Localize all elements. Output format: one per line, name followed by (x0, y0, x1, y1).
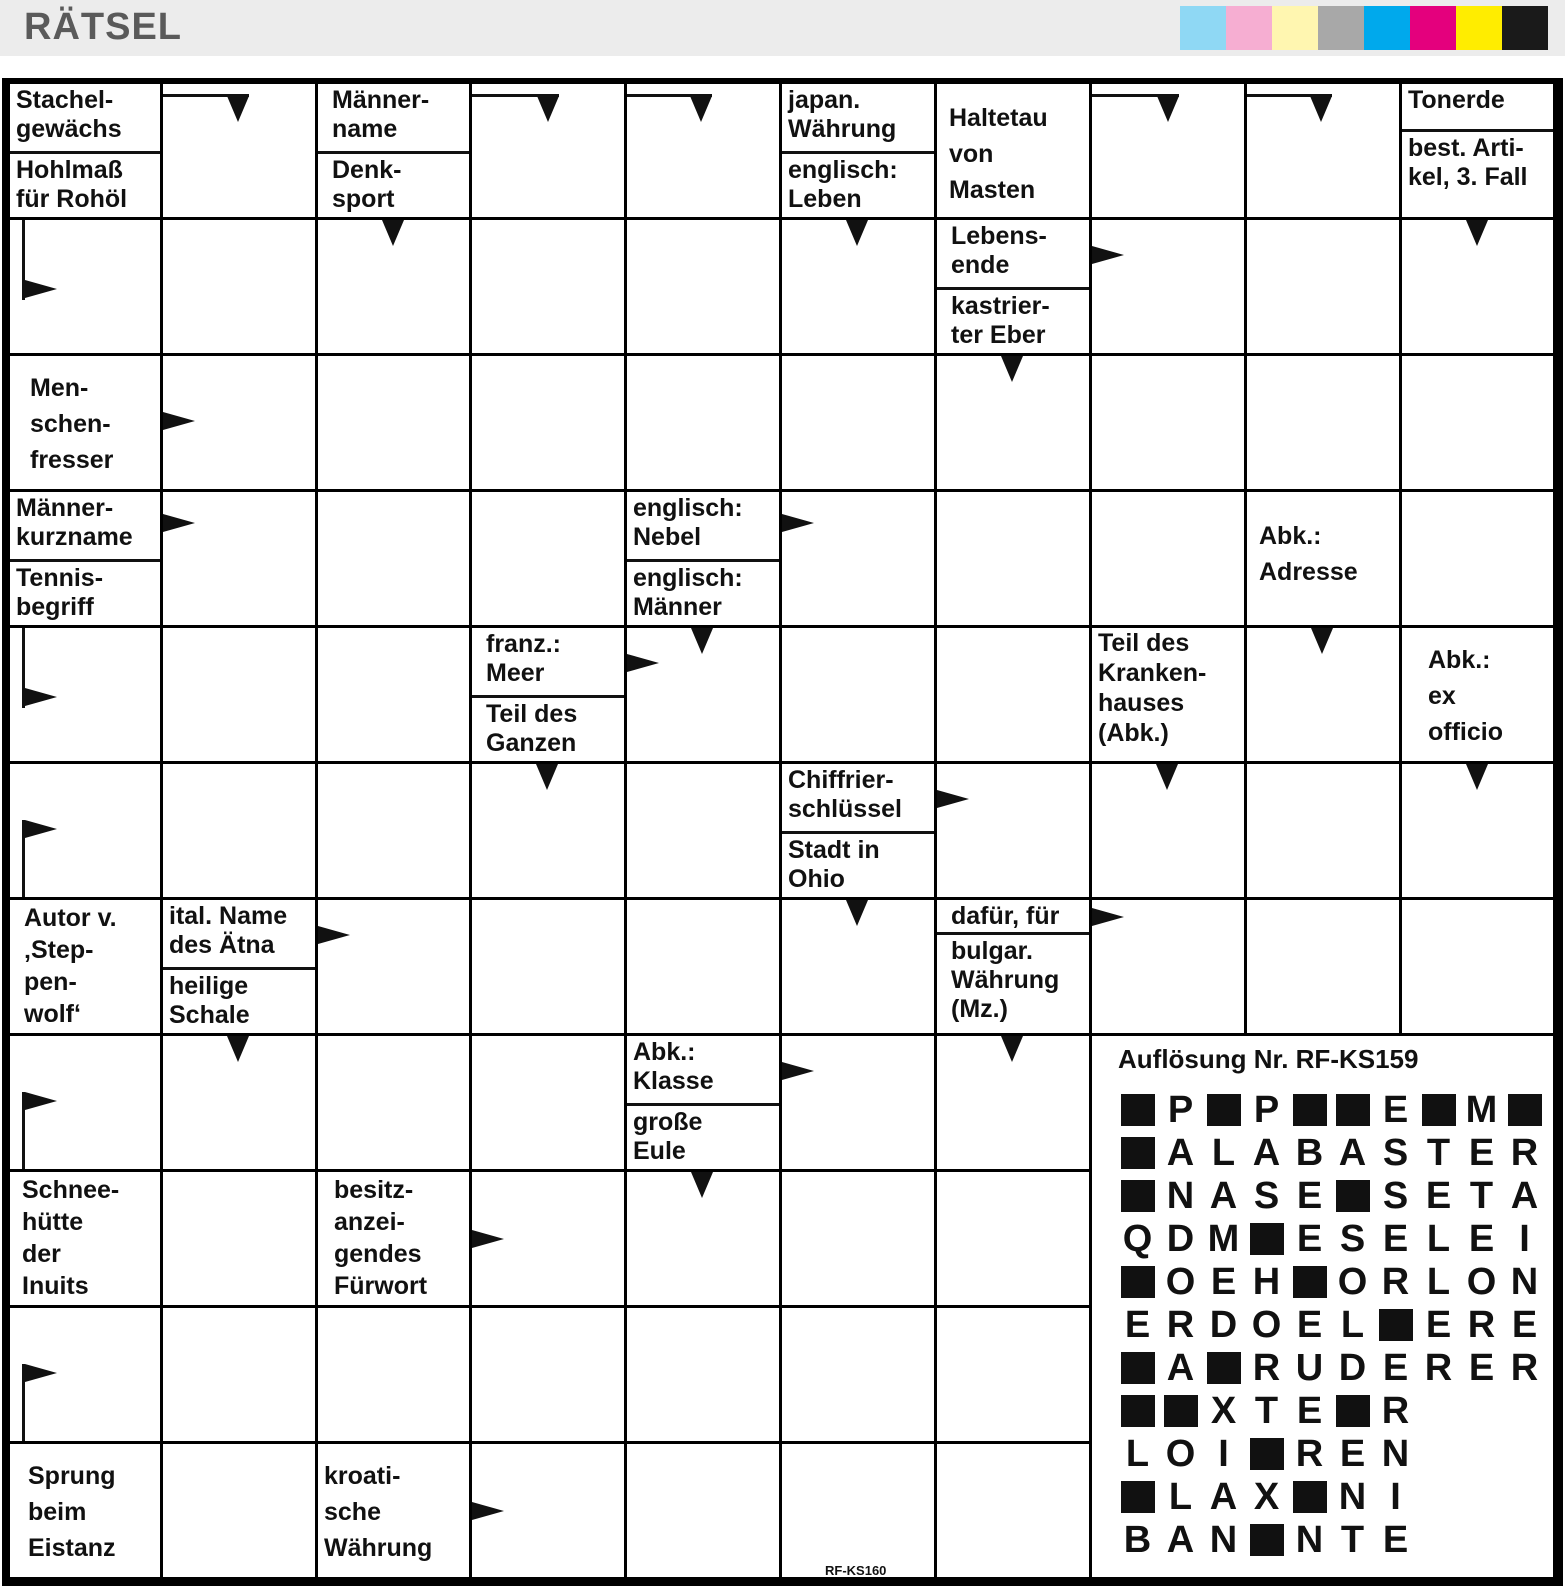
solution-letter: R (1252, 1346, 1281, 1389)
solution-block (1331, 1176, 1374, 1216)
arrow-right-icon (782, 514, 814, 532)
clue-text: Männer- name (332, 86, 430, 143)
arrow-down-icon (1311, 628, 1333, 654)
solution-block (1116, 1133, 1159, 1173)
clue-cell (937, 84, 1089, 217)
clue-text: Schnee- hütte der Inuits (22, 1176, 120, 1300)
arrow-stub (627, 94, 712, 97)
clue-cell (163, 900, 315, 1033)
solution-letter: A (1166, 1131, 1195, 1174)
clue-cell (782, 84, 934, 217)
arrow-right-icon (472, 1502, 504, 1520)
solution-letter: E (1468, 1346, 1495, 1389)
solution-letter: S (1382, 1131, 1409, 1174)
clue-cell (10, 356, 160, 489)
solution-row (1116, 1090, 1546, 1130)
arrow-down-icon (1001, 356, 1023, 382)
grid-cell[interactable] (627, 1444, 779, 1577)
solution-block (1417, 1090, 1460, 1130)
clue-cell (937, 900, 1089, 1033)
solution-row (1116, 1176, 1546, 1216)
clue-text: dafür, für (951, 902, 1060, 930)
grid-cell[interactable] (627, 220, 779, 353)
solution-row (1116, 1477, 1417, 1517)
grid-cell[interactable] (472, 1036, 624, 1169)
solution-letter: E (1468, 1217, 1495, 1260)
grid-cell[interactable] (627, 900, 779, 1033)
clue-cell (1247, 492, 1399, 625)
solution-letter: M (1207, 1217, 1240, 1260)
clue-text: Stachel- gewächs (16, 86, 122, 143)
clue-cell (318, 1172, 469, 1305)
solution-letter: R (1381, 1260, 1410, 1303)
arrow-down-icon (846, 220, 868, 246)
clue-text: Tennis- begriff (16, 564, 104, 621)
solution-block (1159, 1391, 1202, 1431)
clue-cell (10, 1444, 160, 1577)
clue-text: englisch: Männer (633, 564, 743, 621)
clue-text: japan. Währung (788, 86, 897, 143)
clue-text: Denk- sport (332, 156, 402, 213)
grid-cell[interactable] (318, 1308, 469, 1441)
grid-cell[interactable] (318, 900, 469, 1033)
grid-cell[interactable] (937, 492, 1089, 625)
grid-cell[interactable] (1092, 220, 1244, 353)
grid-cell[interactable] (782, 492, 934, 625)
solution-letter: Q (1122, 1217, 1153, 1260)
arrow-down-icon (1156, 764, 1178, 790)
solution-letter: N (1381, 1432, 1410, 1475)
grid-cell[interactable] (472, 492, 624, 625)
solution-letter: T (1469, 1174, 1494, 1217)
grid-cell[interactable] (1247, 220, 1399, 353)
grid-cell[interactable] (318, 356, 469, 489)
solution-block (1202, 1348, 1245, 1388)
solution-letter: E (1296, 1303, 1323, 1346)
arrow-right-icon (937, 790, 969, 808)
grid-cell[interactable] (782, 1444, 934, 1577)
clue-cell (10, 84, 160, 217)
arrow-right-icon (163, 514, 195, 532)
grid-cell[interactable] (163, 764, 315, 897)
grid-cell[interactable] (627, 764, 779, 897)
grid-cell[interactable] (1247, 356, 1399, 489)
solution-title: Auflösung Nr. RF-KS159 (1118, 1044, 1419, 1074)
solution-letter: P (1167, 1088, 1194, 1131)
grid-cell[interactable] (1402, 492, 1553, 625)
solution-row (1116, 1262, 1546, 1302)
solution-letter: R (1467, 1303, 1496, 1346)
clue-cell (10, 900, 160, 1033)
clue-cell (1402, 84, 1553, 217)
solution-letter: L (1168, 1475, 1193, 1518)
arrow-down-icon (1466, 220, 1488, 246)
puzzle-code: RF-KS160 (825, 1563, 887, 1578)
arrow-right-icon (472, 1230, 504, 1248)
solution-letter: O (1337, 1260, 1368, 1303)
clue-text: bulgar. Währung (Mz.) (951, 937, 1060, 1023)
grid-cell[interactable] (163, 1172, 315, 1305)
arrow-right-icon (318, 926, 350, 944)
arrow-down-icon (1466, 764, 1488, 790)
solution-letter: U (1295, 1346, 1324, 1389)
clue-text: kastrier- ter Eber (951, 292, 1050, 349)
arrow-down-icon (382, 220, 404, 246)
solution-letter: A (1209, 1174, 1238, 1217)
solution-letter: O (1251, 1303, 1282, 1346)
clue-cell (937, 220, 1089, 353)
solution-block (1116, 1262, 1159, 1302)
grid-cell[interactable] (1092, 492, 1244, 625)
solution-letter: N (1510, 1260, 1539, 1303)
grid-cell[interactable] (472, 220, 624, 353)
clue-text: Hohlmaß für Rohöl (16, 156, 128, 213)
solution-letter: L (1340, 1303, 1365, 1346)
solution-letter: S (1339, 1217, 1366, 1260)
arrow-stub (163, 94, 249, 97)
clue-text: englisch: Nebel (633, 494, 743, 551)
arrow-right-icon (782, 1062, 814, 1080)
solution-letter: D (1166, 1217, 1195, 1260)
arrow-down-icon (1157, 96, 1179, 122)
solution-block (1288, 1262, 1331, 1302)
solution-letter: A (1510, 1174, 1539, 1217)
solution-letter: T (1426, 1131, 1451, 1174)
solution-row (1116, 1348, 1546, 1388)
solution-block (1503, 1090, 1546, 1130)
solution-letter: N (1295, 1518, 1324, 1561)
clue-cell (1092, 628, 1244, 761)
clue-text: Sprung beim Eistanz (28, 1462, 116, 1562)
solution-letter: R (1381, 1389, 1410, 1432)
arrow-right-icon (25, 1364, 57, 1382)
grid-cell[interactable] (318, 764, 469, 897)
solution-letter: E (1382, 1217, 1409, 1260)
arrow-stub (1092, 94, 1179, 97)
grid-cell[interactable] (318, 492, 469, 625)
clue-text: Abk.: ex officio (1428, 646, 1503, 746)
solution-letter: I (1218, 1432, 1229, 1475)
solution-letter: X (1253, 1475, 1280, 1518)
puzzle-title: RÄTSEL (24, 6, 182, 48)
grid-cell[interactable] (937, 628, 1089, 761)
clue-text: Men- schen- fresser (30, 374, 114, 474)
grid-cell[interactable] (318, 628, 469, 761)
clue-cell (1402, 628, 1553, 761)
grid-cell[interactable] (163, 628, 315, 761)
arrow-right-icon (163, 412, 195, 430)
solution-letter: L (1125, 1432, 1150, 1475)
solution-letter: T (1340, 1518, 1365, 1561)
solution-letter: M (1465, 1088, 1498, 1131)
grid-cell[interactable] (782, 1172, 934, 1305)
grid-cell[interactable] (782, 356, 934, 489)
grid-cell[interactable] (163, 1308, 315, 1441)
solution-letter: O (1165, 1260, 1196, 1303)
solution-letter: E (1382, 1088, 1409, 1131)
grid-cell[interactable] (318, 1036, 469, 1169)
clue-cell (10, 1172, 160, 1305)
solution-letter: R (1510, 1346, 1539, 1389)
solution-row (1116, 1391, 1417, 1431)
solution-letter: E (1124, 1303, 1151, 1346)
clue-text: große Eule (633, 1108, 703, 1165)
clue-cell (318, 1444, 469, 1577)
solution-letter: A (1166, 1346, 1195, 1389)
solution-letter: E (1425, 1174, 1452, 1217)
solution-letter: B (1123, 1518, 1152, 1561)
solution-letter: H (1252, 1260, 1281, 1303)
solution-letter: N (1166, 1174, 1195, 1217)
solution-block (1288, 1090, 1331, 1130)
arrow-right-icon (1092, 246, 1124, 264)
solution-block (1202, 1090, 1245, 1130)
clue-text: franz.: Meer (486, 630, 561, 687)
clue-text: best. Arti- kel, 3. Fall (1408, 134, 1528, 191)
arrow-down-icon (691, 628, 713, 654)
clue-cell (782, 764, 934, 897)
solution-letter: E (1296, 1174, 1323, 1217)
grid-cell[interactable] (163, 220, 315, 353)
clue-text: Abk.: Adresse (1259, 522, 1358, 586)
arrow-right-icon (25, 1092, 57, 1110)
solution-letter: E (1339, 1432, 1366, 1475)
clue-text: englisch: Leben (788, 156, 898, 213)
clue-cell (627, 492, 779, 625)
solution-block (1331, 1090, 1374, 1130)
grid-cell[interactable] (472, 356, 624, 489)
solution-block (1116, 1176, 1159, 1216)
solution-letter: X (1210, 1389, 1237, 1432)
solution-block (1374, 1305, 1417, 1345)
solution-letter: E (1210, 1260, 1237, 1303)
solution-block (1245, 1219, 1288, 1259)
solution-letter: N (1209, 1518, 1238, 1561)
clue-cell (318, 84, 469, 217)
solution-block (1116, 1348, 1159, 1388)
grid-cell[interactable] (782, 1036, 934, 1169)
solution-letter: D (1209, 1303, 1238, 1346)
arrow-stub (472, 94, 559, 97)
grid-cell[interactable] (1402, 356, 1553, 489)
solution-letter: E (1425, 1303, 1452, 1346)
clue-text: Haltetau von Masten (949, 104, 1048, 204)
arrow-down-icon (227, 96, 249, 122)
grid-cell[interactable] (782, 1308, 934, 1441)
solution-panel (1092, 1036, 1553, 1577)
solution-row (1116, 1434, 1417, 1474)
grid-cell[interactable] (937, 1172, 1089, 1305)
solution-letter: D (1338, 1346, 1367, 1389)
solution-letter: P (1253, 1088, 1280, 1131)
clue-text: heilige Schale (169, 972, 250, 1029)
grid-cell[interactable] (1247, 764, 1399, 897)
grid-cell[interactable] (472, 900, 624, 1033)
clue-text: Tonerde (1408, 86, 1505, 114)
arrow-stub (1247, 94, 1332, 97)
solution-letter: A (1338, 1131, 1367, 1174)
solution-letter: S (1253, 1174, 1280, 1217)
grid-cell[interactable] (937, 1308, 1089, 1441)
solution-block (1116, 1391, 1159, 1431)
arrow-down-icon (1001, 1036, 1023, 1062)
solution-letter: N (1338, 1475, 1367, 1518)
solution-block (1245, 1520, 1288, 1560)
grid-cell[interactable] (627, 356, 779, 489)
solution-letter: R (1424, 1346, 1453, 1389)
solution-letter: E (1382, 1346, 1409, 1389)
solution-block (1245, 1434, 1288, 1474)
solution-letter: R (1295, 1432, 1324, 1475)
arrow-down-icon (691, 1172, 713, 1198)
clue-text: Lebens- ende (951, 222, 1047, 279)
arrow-down-icon (536, 764, 558, 790)
grid-cell[interactable] (937, 764, 1089, 897)
solution-row (1116, 1520, 1417, 1560)
arrow-down-icon (227, 1036, 249, 1062)
solution-letter: L (1426, 1260, 1451, 1303)
clue-cell (627, 1036, 779, 1169)
arrow-down-icon (1310, 96, 1332, 122)
solution-letter: E (1296, 1389, 1323, 1432)
grid-cell[interactable] (1247, 900, 1399, 1033)
grid-cell[interactable] (1092, 356, 1244, 489)
clue-text: Chiffrier- schlüssel (788, 766, 902, 823)
clue-cell (10, 492, 160, 625)
solution-letter: A (1209, 1475, 1238, 1518)
arrow-right-icon (627, 654, 659, 672)
grid-cell[interactable] (163, 492, 315, 625)
arrow-down-icon (690, 96, 712, 122)
solution-block (1331, 1391, 1374, 1431)
arrow-right-icon (25, 280, 57, 298)
solution-letter: S (1382, 1174, 1409, 1217)
clue-text: Teil des Ganzen (486, 700, 578, 757)
solution-block (1116, 1090, 1159, 1130)
arrow-down-icon (846, 900, 868, 926)
solution-row (1116, 1305, 1546, 1345)
arrow-right-icon (25, 820, 57, 838)
solution-letter: R (1166, 1303, 1195, 1346)
solution-letter: E (1511, 1303, 1538, 1346)
solution-row (1116, 1133, 1546, 1173)
solution-letter: B (1295, 1131, 1324, 1174)
clue-text: kroati- sche Währung (324, 1462, 433, 1562)
solution-letter: O (1466, 1260, 1497, 1303)
solution-row (1116, 1219, 1546, 1259)
clue-text: besitz- anzei- gendes Fürwort (334, 1176, 428, 1300)
solution-letter: E (1382, 1518, 1409, 1561)
arrow-right-icon (1092, 908, 1124, 926)
solution-letter: E (1296, 1217, 1323, 1260)
solution-block (1288, 1477, 1331, 1517)
arrow-down-icon (537, 96, 559, 122)
solution-letter: E (1468, 1131, 1495, 1174)
clue-text: ital. Name des Ätna (169, 902, 288, 959)
grid-cell[interactable] (1402, 900, 1553, 1033)
clue-text: Männer- kurzname (16, 494, 133, 551)
arrow-right-icon (25, 688, 57, 706)
grid-cell[interactable] (472, 1308, 624, 1441)
grid-cell[interactable] (627, 1308, 779, 1441)
solution-letter: T (1254, 1389, 1279, 1432)
solution-letter: L (1211, 1131, 1236, 1174)
clue-cell (472, 628, 624, 761)
solution-block (1116, 1477, 1159, 1517)
clue-text: Stadt in Ohio (788, 836, 880, 893)
clue-text: Autor v. ‚Step- pen- wolf‘ (24, 904, 117, 1028)
grid-cell[interactable] (163, 1444, 315, 1577)
solution-letter: R (1510, 1131, 1539, 1174)
grid-cell[interactable] (937, 1444, 1089, 1577)
solution-letter: I (1519, 1217, 1530, 1260)
solution-letter: O (1165, 1432, 1196, 1475)
solution-letter: I (1390, 1475, 1401, 1518)
clue-text: Abk.: Klasse (633, 1038, 714, 1095)
clue-text: Teil des Kranken- hauses (Abk.) (1098, 629, 1207, 747)
solution-letter: L (1426, 1217, 1451, 1260)
grid-cell[interactable] (782, 628, 934, 761)
solution-letter: A (1252, 1131, 1281, 1174)
solution-letter: A (1166, 1518, 1195, 1561)
